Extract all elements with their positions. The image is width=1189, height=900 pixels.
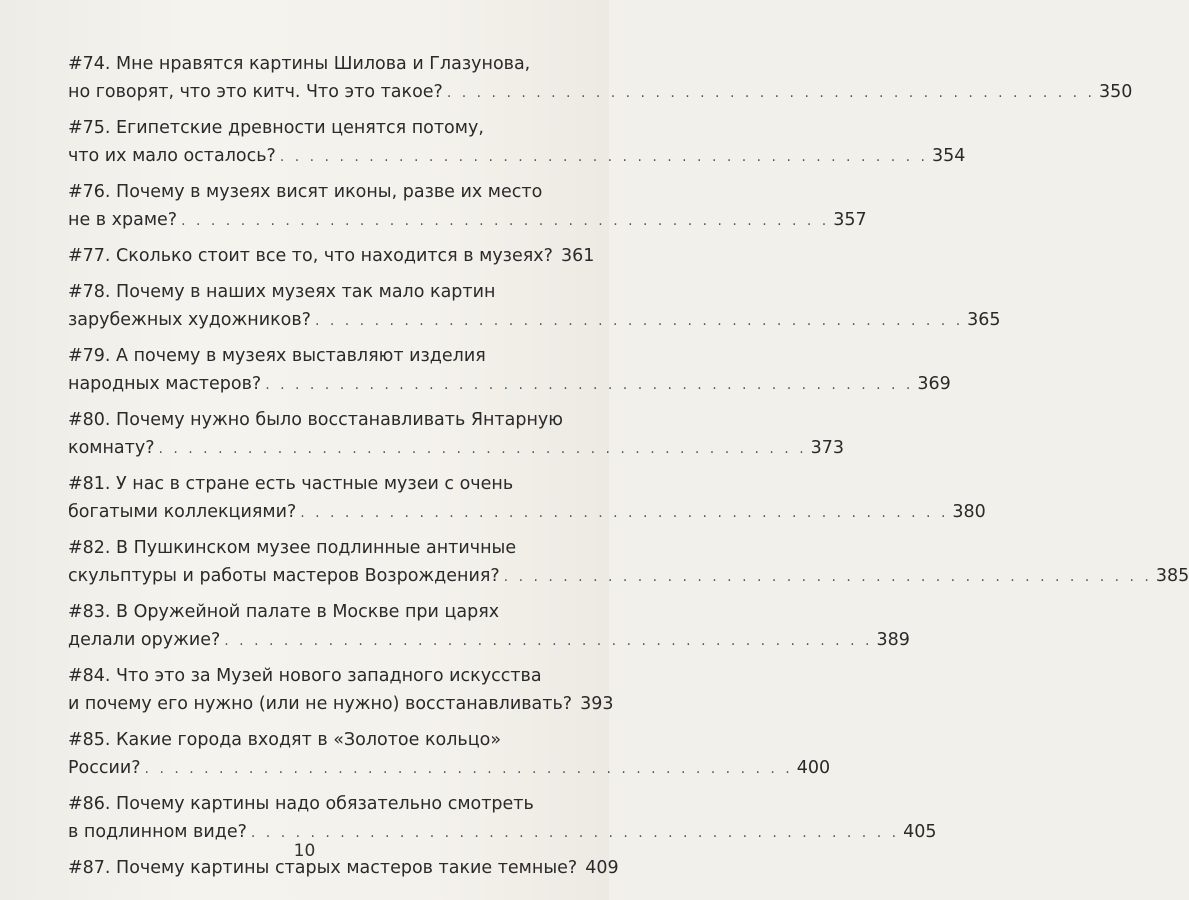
- toc-entry: [68, 790, 937, 847]
- leader-dots: . . . . . . . . . . . . . . . . . . . . . . . . . . . . . . . . . . . . . . . . . . . .: [314, 313, 964, 329]
- toc-entry-title-line: #79. А почему в музеях выставляют изделия: [68, 346, 486, 366]
- toc-entry-title-line: комнату?: [68, 438, 155, 458]
- toc-entry-title-line: не в храме?: [68, 210, 178, 230]
- toc-entry: [68, 470, 986, 527]
- leader-dots: . . . . . . . . . . . . . . . . . . . . . . . . . . . . . . . . . . . . . . . . . . . .: [446, 85, 1096, 101]
- toc-entry-title-line: #81. У нас в стране есть частные музеи с очень: [68, 474, 514, 494]
- toc-entry-title-line: России?: [68, 758, 141, 778]
- toc-entry-page: 357: [833, 210, 867, 230]
- toc-entry: [68, 114, 966, 171]
- leader-dots: . . . . . . . . . . . . . . . . . . . . . . . . . . . . . . . . . . . . . . . . . . . .: [158, 441, 807, 457]
- leader-dots: . . . . . . . . . . . . . . . . . . . . . . . . . . . . . . . . . . . . . . . . . . . .: [224, 633, 873, 649]
- toc-entry-last-line: [68, 498, 986, 527]
- toc-entry-title-line: #87. Почему картины старых мастеров такие темные?: [68, 858, 578, 878]
- toc-entry-title-line: скульптуры и работы мастеров Возрождения?: [68, 566, 500, 586]
- toc-entry-title-line: #86. Почему картины надо обязательно смотреть: [68, 794, 534, 814]
- toc-entry-title-line: #80. Почему нужно было восстанавливать Янтарную: [68, 410, 563, 430]
- toc-entry-title-line: #78. Почему в наших музеях так мало картин: [68, 282, 496, 302]
- toc-entry: [68, 662, 614, 719]
- leader-dots: . . . . . . . . . . . . . . . . . . . . . . . . . . . . . . . . . . . . . . . . . . . .: [503, 569, 1152, 585]
- toc-entry: [68, 278, 1001, 335]
- toc-entry-last-line: [68, 306, 1001, 335]
- toc-entry-page: 409: [585, 858, 619, 878]
- toc-entry-title-line: богатыми коллекциями?: [68, 502, 297, 522]
- table-of-contents: [68, 50, 1189, 890]
- toc-entry-last-line: [68, 754, 831, 783]
- toc-entry-page: 400: [796, 758, 831, 778]
- toc-entry-title-line: народных мастеров?: [68, 374, 262, 394]
- leader-dots: . . . . . . . . . . . . . . . . . . . . . . . . . . . . . . . . . . . . . . . . . . . .: [279, 149, 929, 165]
- toc-entry: [68, 178, 867, 235]
- leader-dots: . . . . . . . . . . . . . . . . . . . . . . . . . . . . . . . . . . . . . . . . . . . .: [144, 761, 793, 777]
- toc-entry-last-line: [68, 78, 1133, 107]
- toc-entry-page: 373: [810, 438, 845, 458]
- toc-entry-page: 350: [1099, 82, 1133, 102]
- toc-entry-last-line: [68, 142, 966, 171]
- toc-entry: [68, 406, 845, 463]
- toc-entry-page: 380: [952, 502, 986, 522]
- toc-entry-title-line: #83. В Оружейной палате в Москве при царях: [68, 602, 500, 622]
- toc-entry-title-line: #84. Что это за Музей нового западного искусства: [68, 666, 542, 686]
- toc-entry-page: 369: [917, 374, 951, 394]
- toc-entry-page: 385: [1155, 566, 1189, 586]
- toc-entry-title-line: и почему его нужно (или не нужно) восстанавливать?: [68, 694, 573, 714]
- toc-entry-title-line: #75. Египетские древности ценятся потому,: [68, 118, 484, 138]
- toc-entry-title-line: #77. Сколько стоит все то, что находится в музеях?: [68, 246, 553, 266]
- toc-entry-title-line: #76. Почему в музеях висят иконы, разве их место: [68, 182, 543, 202]
- toc-entry: [68, 598, 910, 655]
- toc-entry-page: 361: [560, 246, 595, 266]
- toc-entry-title-line: #82. В Пушкинском музее подлинные античные: [68, 538, 517, 558]
- toc-entry-title-line: но говорят, что это китч. Что это такое?: [68, 82, 443, 102]
- toc-entry-last-line: [68, 562, 1189, 591]
- toc-entry-title-line: #74. Мне нравятся картины Шилова и Глазунова,: [68, 54, 531, 74]
- leader-dots: . . . . . . . . . . . . . . . . . . . . . . . . . . . . . . . . . . . . . . . . . . . .: [250, 825, 900, 841]
- toc-entry-last-line: [68, 242, 595, 271]
- page-number: 10: [293, 841, 316, 861]
- toc-entry: [68, 534, 1189, 591]
- toc-entry: [68, 242, 595, 271]
- toc-entry-title-line: зарубежных художников?: [68, 310, 311, 330]
- toc-entry-last-line: [68, 690, 614, 719]
- toc-entry: [68, 726, 831, 783]
- toc-entry-page: 393: [580, 694, 614, 714]
- toc-entry-last-line: [68, 434, 845, 463]
- toc-entry-last-line: [68, 206, 867, 235]
- toc-entry: [68, 342, 951, 399]
- toc-entry-last-line: [68, 370, 951, 399]
- leader-dots: . . . . . . . . . . . . . . . . . . . . . . . . . . . . . . . . . . . . . . . . . . . .: [181, 213, 830, 229]
- toc-entry-title-line: что их мало осталось?: [68, 146, 276, 166]
- toc-entry-title-line: в подлинном виде?: [68, 822, 247, 842]
- leader-dots: . . . . . . . . . . . . . . . . . . . . . . . . . . . . . . . . . . . . . . . . . . . .: [300, 505, 949, 521]
- toc-entry-last-line: [68, 626, 910, 655]
- toc-entry-page: 354: [932, 146, 966, 166]
- toc-entry: [68, 50, 1133, 107]
- leader-dots: . . . . . . . . . . . . . . . . . . . . . . . . . . . . . . . . . . . . . . . . . . . .: [265, 377, 914, 393]
- toc-entry-title-line: #85. Какие города входят в «Золотое кольцо»: [68, 730, 502, 750]
- toc-entry-page: 365: [967, 310, 1001, 330]
- toc-entry-page: 405: [903, 822, 937, 842]
- toc-entry-title-line: делали оружие?: [68, 630, 221, 650]
- toc-entry-page: 389: [876, 630, 910, 650]
